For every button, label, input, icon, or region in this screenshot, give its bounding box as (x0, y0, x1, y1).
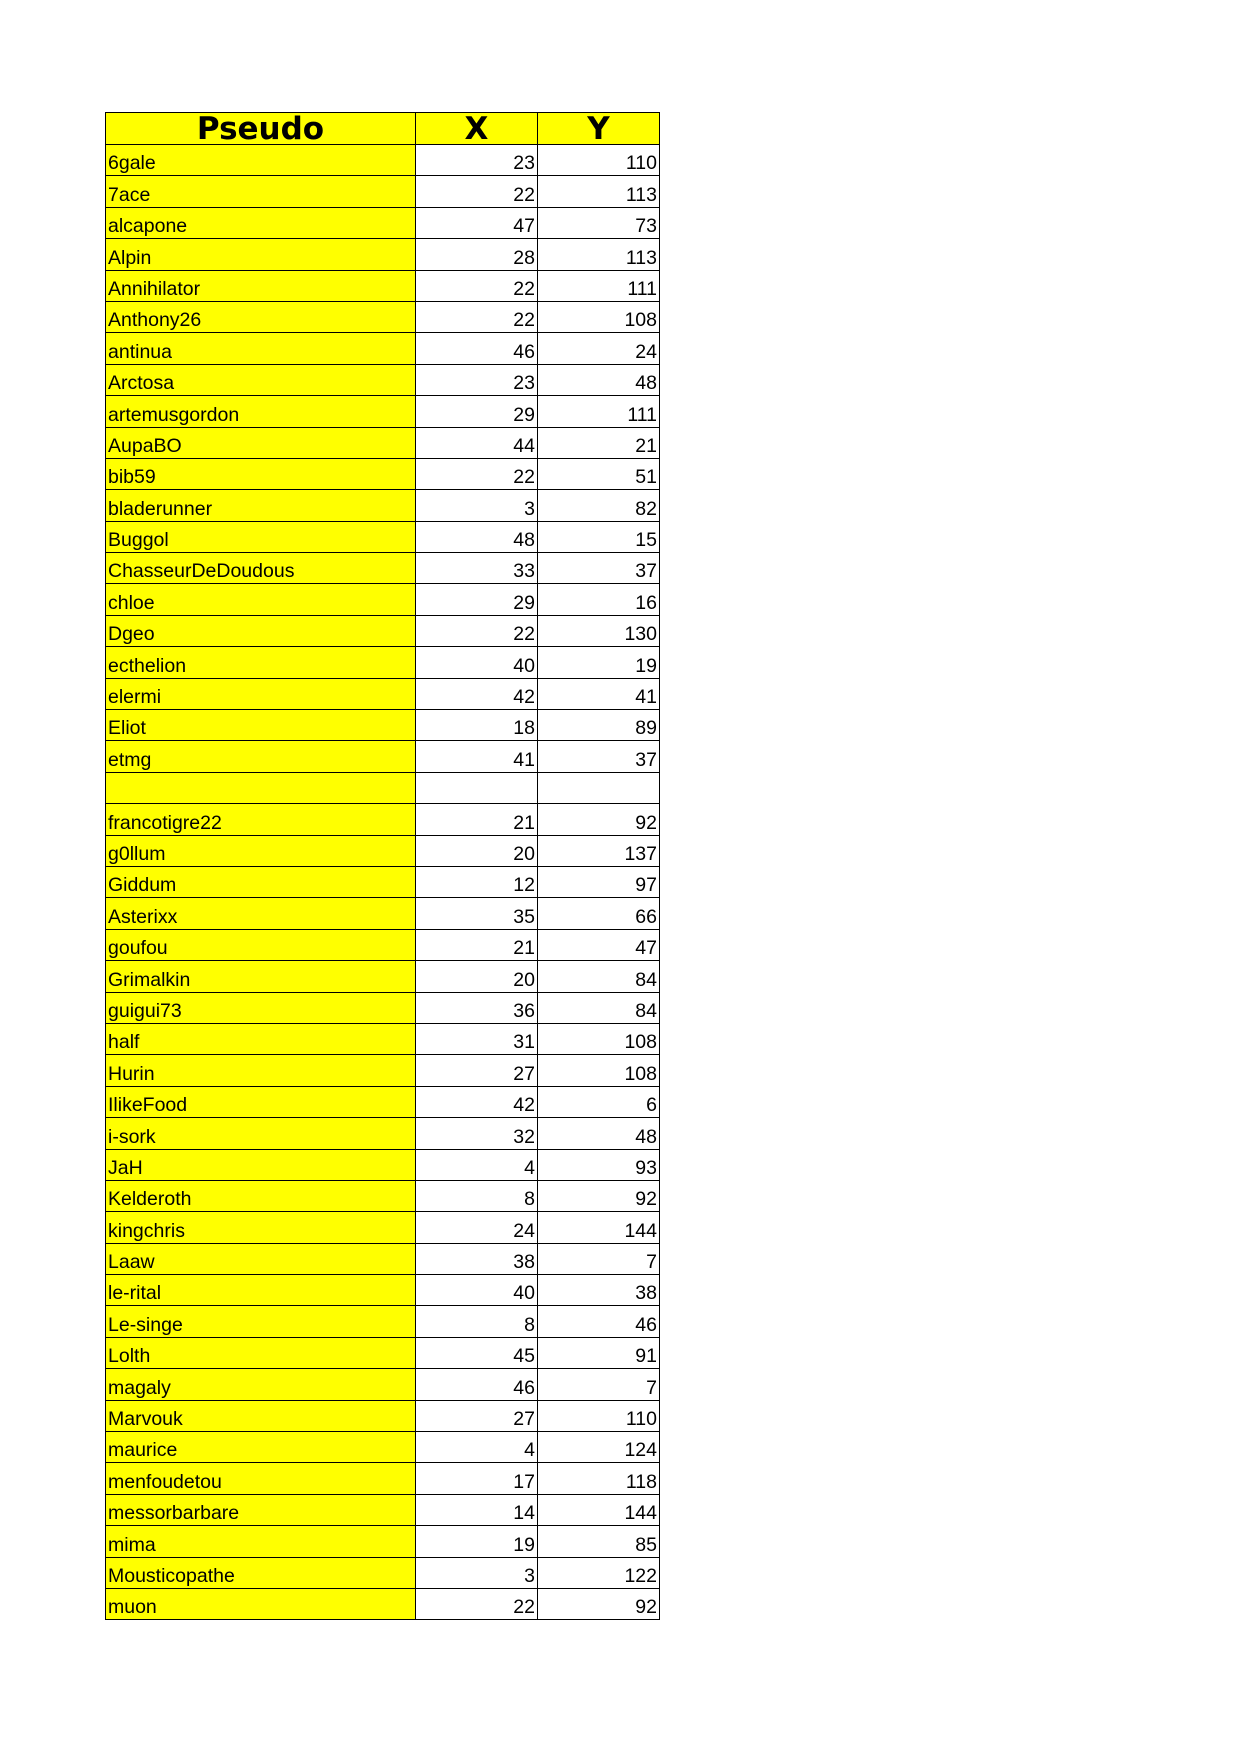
table-row (106, 427, 660, 458)
table-row (106, 584, 660, 615)
cell-pseudo: half (106, 1023, 416, 1054)
cell-x: 44 (416, 427, 538, 458)
cell-pseudo: guigui73 (106, 992, 416, 1023)
table-row (106, 678, 660, 709)
cell-x: 42 (416, 678, 538, 709)
cell-x: 4 (416, 1149, 538, 1180)
cell-pseudo: maurice (106, 1432, 416, 1463)
cell-y: 73 (538, 207, 660, 238)
table-row (106, 458, 660, 489)
table-row (106, 1557, 660, 1588)
cell-pseudo: magaly (106, 1369, 416, 1400)
cell-pseudo: Giddum (106, 866, 416, 897)
table-row (106, 239, 660, 270)
cell-pseudo: Annihilator (106, 270, 416, 301)
table-row (106, 1275, 660, 1306)
cell-y: 91 (538, 1337, 660, 1368)
cell-pseudo: ecthelion (106, 647, 416, 678)
cell-y: 111 (538, 270, 660, 301)
cell-x: 19 (416, 1526, 538, 1557)
cell-y (538, 772, 660, 803)
cell-pseudo: bib59 (106, 458, 416, 489)
cell-x: 47 (416, 207, 538, 238)
cell-pseudo: Asterixx (106, 898, 416, 929)
cell-pseudo: etmg (106, 741, 416, 772)
cell-pseudo: IlikeFood (106, 1086, 416, 1117)
cell-x: 35 (416, 898, 538, 929)
cell-y: 85 (538, 1526, 660, 1557)
table-row (106, 176, 660, 207)
cell-pseudo: Arctosa (106, 364, 416, 395)
table-row (106, 929, 660, 960)
cell-x: 22 (416, 270, 538, 301)
table-row (106, 741, 660, 772)
cell-x: 31 (416, 1023, 538, 1054)
cell-pseudo: muon (106, 1588, 416, 1619)
cell-y: 48 (538, 364, 660, 395)
cell-x: 46 (416, 333, 538, 364)
cell-x: 24 (416, 1212, 538, 1243)
table-row (106, 835, 660, 866)
table-row (106, 961, 660, 992)
cell-x: 29 (416, 396, 538, 427)
cell-pseudo: 7ace (106, 176, 416, 207)
cell-pseudo: Eliot (106, 710, 416, 741)
table-header (106, 113, 660, 145)
cell-pseudo: g0llum (106, 835, 416, 866)
cell-y: 84 (538, 992, 660, 1023)
cell-y: 41 (538, 678, 660, 709)
cell-x: 22 (416, 301, 538, 332)
cell-y: 48 (538, 1118, 660, 1149)
cell-y: 24 (538, 333, 660, 364)
table-row (106, 270, 660, 301)
table-row (106, 804, 660, 835)
header-pseudo: Pseudo (106, 113, 416, 145)
table-row (106, 1588, 660, 1619)
cell-pseudo: Hurin (106, 1055, 416, 1086)
cell-x: 21 (416, 929, 538, 960)
cell-y: 130 (538, 615, 660, 646)
cell-y: 6 (538, 1086, 660, 1117)
table-row (106, 145, 660, 176)
table-row (106, 490, 660, 521)
cell-y: 21 (538, 427, 660, 458)
cell-pseudo: artemusgordon (106, 396, 416, 427)
cell-y: 84 (538, 961, 660, 992)
table-row (106, 1494, 660, 1525)
table-row (106, 207, 660, 238)
cell-y: 51 (538, 458, 660, 489)
cell-pseudo: chloe (106, 584, 416, 615)
table-row (106, 1526, 660, 1557)
cell-y: 108 (538, 1023, 660, 1054)
cell-pseudo: Marvouk (106, 1400, 416, 1431)
cell-y: 82 (538, 490, 660, 521)
cell-y: 111 (538, 396, 660, 427)
cell-y: 7 (538, 1243, 660, 1274)
cell-pseudo: elermi (106, 678, 416, 709)
cell-pseudo: bladerunner (106, 490, 416, 521)
cell-y: 93 (538, 1149, 660, 1180)
cell-x: 41 (416, 741, 538, 772)
table-row (106, 898, 660, 929)
cell-y: 92 (538, 1180, 660, 1211)
table-row (106, 301, 660, 332)
coordinates-table (105, 112, 660, 1620)
cell-x: 21 (416, 804, 538, 835)
cell-y: 47 (538, 929, 660, 960)
cell-y: 19 (538, 647, 660, 678)
cell-x (416, 772, 538, 803)
table-row (106, 1400, 660, 1431)
table-row (106, 396, 660, 427)
cell-pseudo: i-sork (106, 1118, 416, 1149)
cell-y: 37 (538, 553, 660, 584)
cell-x: 14 (416, 1494, 538, 1525)
cell-x: 8 (416, 1306, 538, 1337)
table-row (106, 1055, 660, 1086)
table-row (106, 521, 660, 552)
cell-pseudo: le-rital (106, 1275, 416, 1306)
cell-pseudo: Kelderoth (106, 1180, 416, 1211)
cell-y: 144 (538, 1212, 660, 1243)
cell-y: 122 (538, 1557, 660, 1588)
table-row (106, 1212, 660, 1243)
cell-y: 92 (538, 1588, 660, 1619)
cell-x: 22 (416, 458, 538, 489)
cell-pseudo: Lolth (106, 1337, 416, 1368)
cell-x: 17 (416, 1463, 538, 1494)
cell-x: 12 (416, 866, 538, 897)
cell-y: 92 (538, 804, 660, 835)
cell-x: 27 (416, 1400, 538, 1431)
cell-x: 3 (416, 1557, 538, 1588)
cell-y: 97 (538, 866, 660, 897)
cell-pseudo: JaH (106, 1149, 416, 1180)
cell-pseudo: francotigre22 (106, 804, 416, 835)
table-row (106, 1180, 660, 1211)
cell-x: 18 (416, 710, 538, 741)
cell-y: 113 (538, 239, 660, 270)
table-body (106, 145, 660, 1620)
table-row (106, 992, 660, 1023)
cell-x: 20 (416, 961, 538, 992)
table-row (106, 1463, 660, 1494)
cell-pseudo: goufou (106, 929, 416, 960)
cell-x: 32 (416, 1118, 538, 1149)
cell-pseudo: menfoudetou (106, 1463, 416, 1494)
cell-y: 110 (538, 1400, 660, 1431)
cell-x: 28 (416, 239, 538, 270)
table-row (106, 615, 660, 646)
cell-x: 23 (416, 364, 538, 395)
cell-pseudo: antinua (106, 333, 416, 364)
cell-y: 38 (538, 1275, 660, 1306)
cell-y: 137 (538, 835, 660, 866)
table-row (106, 1023, 660, 1054)
cell-y: 113 (538, 176, 660, 207)
cell-y: 46 (538, 1306, 660, 1337)
header-x: X (416, 113, 538, 145)
cell-y: 16 (538, 584, 660, 615)
cell-x: 23 (416, 145, 538, 176)
header-y: Y (538, 113, 660, 145)
cell-y: 110 (538, 145, 660, 176)
table-row (106, 1118, 660, 1149)
cell-pseudo: Le-singe (106, 1306, 416, 1337)
cell-pseudo (106, 772, 416, 803)
table-row (106, 1243, 660, 1274)
table-row (106, 710, 660, 741)
cell-x: 29 (416, 584, 538, 615)
cell-x: 20 (416, 835, 538, 866)
table-row (106, 866, 660, 897)
cell-pseudo: Dgeo (106, 615, 416, 646)
cell-pseudo: messorbarbare (106, 1494, 416, 1525)
cell-pseudo: Anthony26 (106, 301, 416, 332)
table-row (106, 1337, 660, 1368)
cell-pseudo: 6gale (106, 145, 416, 176)
cell-x: 4 (416, 1432, 538, 1463)
cell-y: 37 (538, 741, 660, 772)
cell-x: 38 (416, 1243, 538, 1274)
cell-x: 40 (416, 1275, 538, 1306)
cell-pseudo: mima (106, 1526, 416, 1557)
cell-x: 33 (416, 553, 538, 584)
cell-y: 15 (538, 521, 660, 552)
cell-y: 144 (538, 1494, 660, 1525)
cell-y: 124 (538, 1432, 660, 1463)
cell-x: 48 (416, 521, 538, 552)
cell-pseudo: kingchris (106, 1212, 416, 1243)
cell-y: 66 (538, 898, 660, 929)
cell-x: 45 (416, 1337, 538, 1368)
table-row (106, 553, 660, 584)
table-row (106, 647, 660, 678)
cell-x: 42 (416, 1086, 538, 1117)
table-row (106, 772, 660, 803)
cell-y: 108 (538, 301, 660, 332)
cell-pseudo: Buggol (106, 521, 416, 552)
cell-x: 3 (416, 490, 538, 521)
cell-pseudo: AupaBO (106, 427, 416, 458)
cell-x: 36 (416, 992, 538, 1023)
table-row (106, 1086, 660, 1117)
table-row (106, 1432, 660, 1463)
cell-x: 22 (416, 615, 538, 646)
cell-x: 40 (416, 647, 538, 678)
cell-y: 108 (538, 1055, 660, 1086)
cell-pseudo: Grimalkin (106, 961, 416, 992)
cell-y: 7 (538, 1369, 660, 1400)
cell-y: 118 (538, 1463, 660, 1494)
cell-pseudo: Laaw (106, 1243, 416, 1274)
cell-x: 46 (416, 1369, 538, 1400)
cell-y: 89 (538, 710, 660, 741)
cell-pseudo: Alpin (106, 239, 416, 270)
cell-x: 22 (416, 1588, 538, 1619)
table-row (106, 1149, 660, 1180)
cell-pseudo: Mousticopathe (106, 1557, 416, 1588)
table-row (106, 333, 660, 364)
header-row (106, 113, 660, 145)
cell-pseudo: ChasseurDeDoudous (106, 553, 416, 584)
table-row (106, 364, 660, 395)
table-row (106, 1369, 660, 1400)
cell-pseudo: alcapone (106, 207, 416, 238)
table-row (106, 1306, 660, 1337)
cell-x: 8 (416, 1180, 538, 1211)
cell-x: 22 (416, 176, 538, 207)
cell-x: 27 (416, 1055, 538, 1086)
